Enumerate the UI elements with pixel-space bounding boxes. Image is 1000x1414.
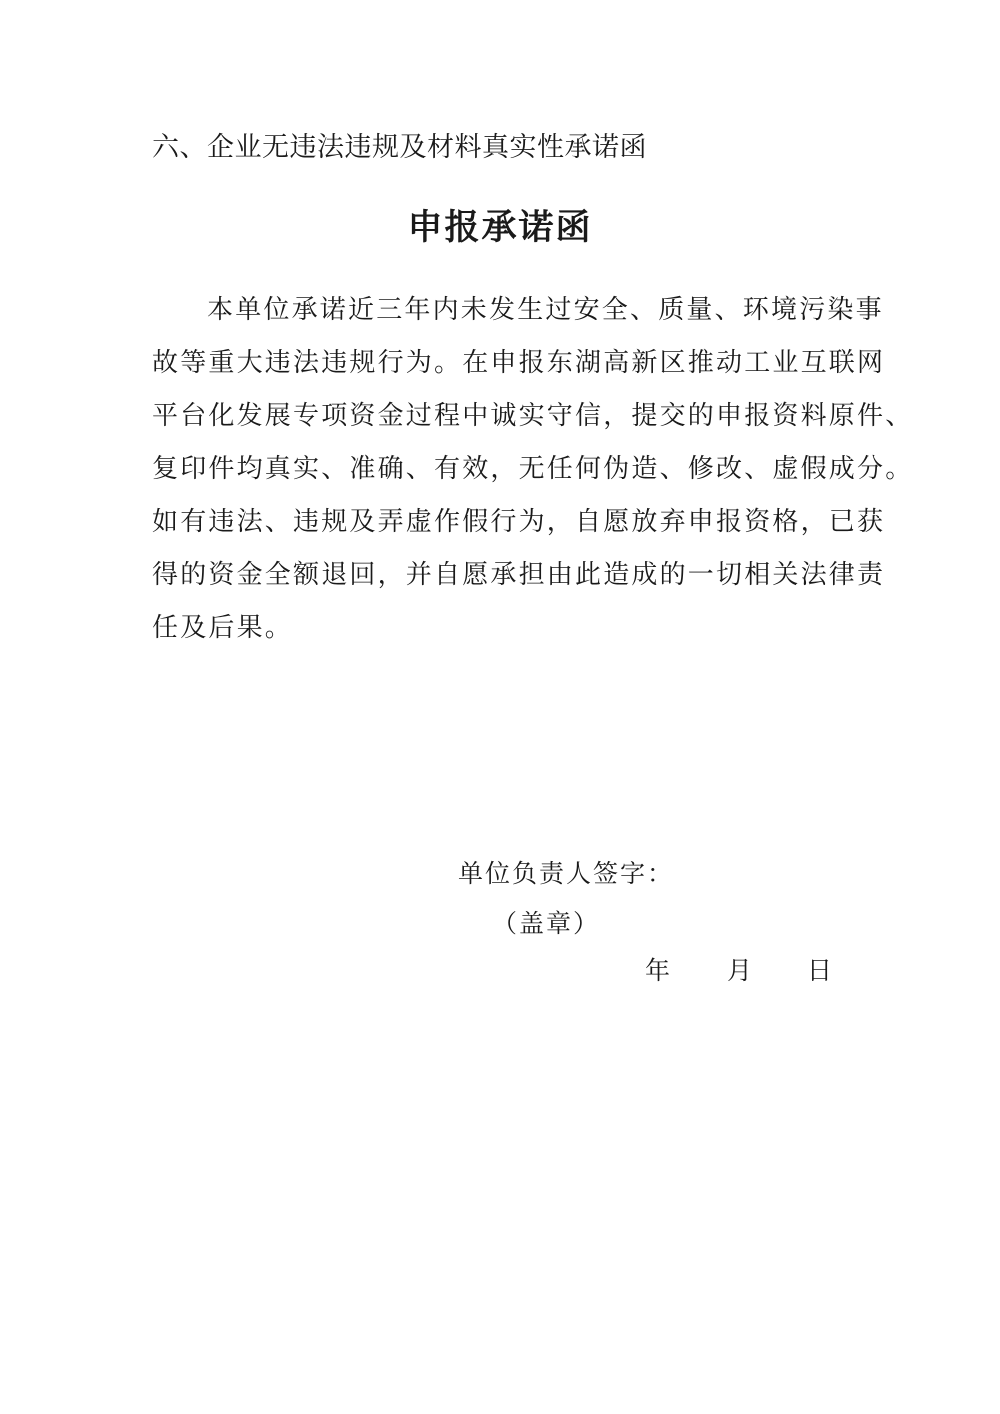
- paragraph-line: 平台化发展专项资金过程中诚实守信，提交的申报资料原件、: [152, 401, 914, 431]
- paragraph-line: 复印件均真实、准确、有效，无任何伪造、修改、虚假成分。: [152, 454, 914, 484]
- paragraph-line: 故等重大违法违规行为。在申报东湖高新区推动工业互联网: [152, 348, 886, 378]
- date-year-label: 年: [645, 956, 671, 985]
- section-heading: 六、企业无违法违规及材料真实性承诺函: [152, 132, 647, 163]
- date-day-label: 日: [807, 956, 833, 985]
- document-title: 申报承诺函: [407, 208, 593, 248]
- date-month-label: 月: [727, 956, 753, 985]
- paragraph-line: 得的资金全额退回，并自愿承担由此造成的一切相关法律责: [152, 560, 886, 590]
- paragraph-line: 如有违法、违规及弄虚作假行为，自愿放弃申报资格，已获: [152, 507, 886, 537]
- paragraph-line: 本单位承诺近三年内未发生过安全、质量、环境污染事: [207, 295, 884, 325]
- signature-label: 单位负责人签字：: [458, 859, 675, 888]
- date-line: [645, 953, 832, 989]
- paragraph-line: 任及后果。: [152, 613, 294, 643]
- commitment-paragraph: [152, 284, 914, 655]
- seal-label: （盖章）: [492, 909, 601, 938]
